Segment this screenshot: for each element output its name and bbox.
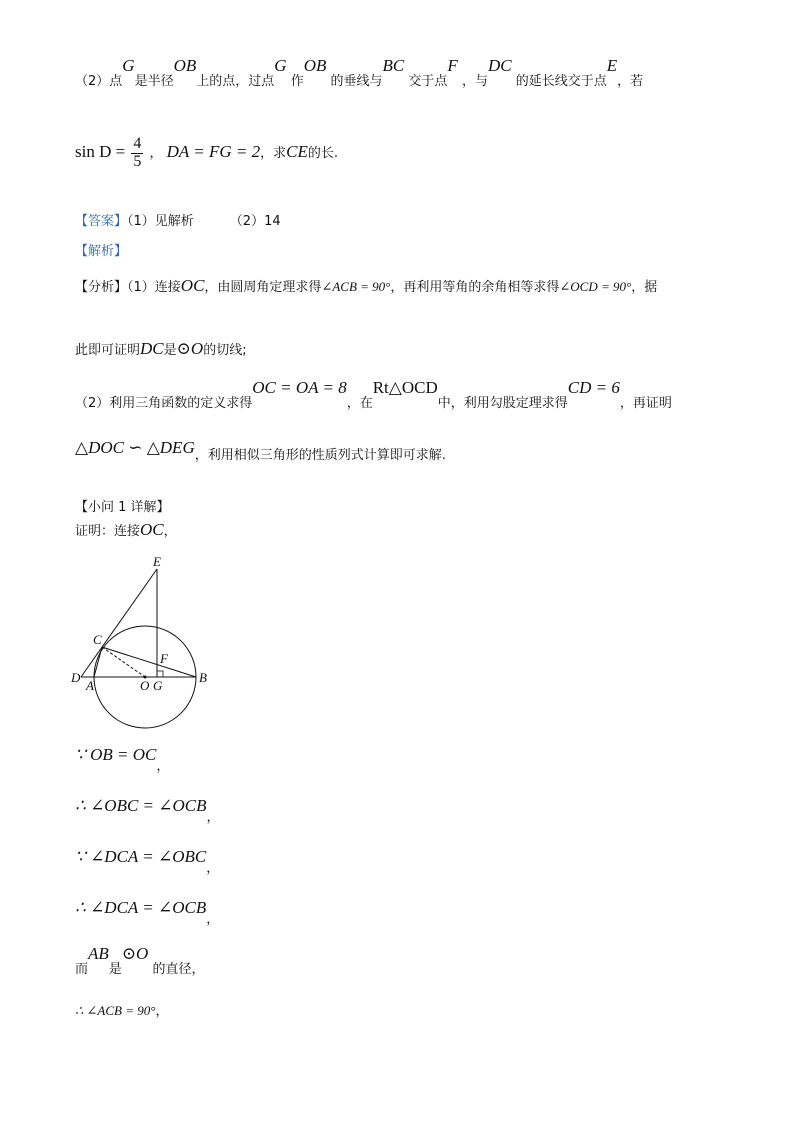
- math-G: G: [274, 56, 287, 75]
- label-F: F: [160, 651, 168, 666]
- label-C: C: [93, 632, 102, 647]
- analysis-line3: （2）利用三角函数的定义求得OC = OA = 8，在Rt△OCD中，利用勾股定理求得CD = 6，再证明: [75, 378, 672, 411]
- analysis-line2: 此即可证明DC是⊙O的切线;: [75, 339, 247, 358]
- math-F: F: [447, 56, 458, 75]
- label-G: G: [153, 678, 163, 693]
- step-3: ∵ ∠DCA = ∠OBC，: [75, 847, 220, 876]
- radius-OC: [102, 647, 145, 677]
- math-E: E: [606, 56, 618, 75]
- analysis-line1: 【分析】（1）连接OC，由圆周角定理求得∠ACB = 90°，再利用等角的余角相等求得∠OCD = 90°，据: [75, 276, 658, 295]
- label-O: O: [140, 678, 150, 693]
- sin-D: sin D =: [75, 141, 126, 161]
- math-DC: DC: [487, 56, 512, 75]
- label-E: E: [153, 555, 161, 569]
- label-B: B: [199, 670, 207, 685]
- condition-line: sin D = $\frac{4}{5}$ ， DA = FG = 2，求CE的长.: [75, 135, 338, 170]
- math-OB: OB: [173, 56, 197, 75]
- answer-tag: 【答案】: [75, 214, 128, 229]
- step-diameter: 而AB是⊙O 的直径，: [75, 944, 205, 977]
- analysis-tag: 【分析】: [75, 280, 128, 295]
- question-2-line1: （2）点G是半径OB上的点，过点G 作OB 的垂线与BC 交于点F ，与DC 的延长线交于点E，若: [75, 56, 644, 89]
- step-2: ∴ ∠OBC = ∠OCB，: [75, 796, 220, 825]
- label-D: D: [71, 670, 81, 685]
- math-BC: BC: [382, 56, 405, 75]
- math-OB: OB: [303, 56, 327, 75]
- label-A: A: [86, 678, 94, 693]
- eq-DA-FG: DA = FG = 2: [166, 141, 261, 161]
- jiexi-tag: 【解析】: [75, 244, 128, 259]
- math-G: G: [122, 56, 135, 75]
- math-CE: CE: [286, 141, 308, 161]
- step-last: ∴ ∠ACB = 90°，: [75, 1003, 169, 1019]
- chord-CB: [102, 647, 196, 677]
- step-4: ∴ ∠DCA = ∠OCB，: [75, 898, 220, 927]
- answer-line: 【答案】（1）见解析 （2）14: [75, 214, 281, 229]
- proof-line: 证明：连接OC，: [75, 520, 177, 539]
- step-1: ∵ OB = OC，: [75, 745, 170, 774]
- segment-CA: [94, 647, 102, 677]
- analysis-line4: △DOC ∽ △DEG，利用相似三角形的性质列式计算即可求解.: [75, 438, 446, 463]
- fraction: $\frac{4}{5}$: [133, 135, 142, 170]
- right-angle-mark: [157, 671, 163, 677]
- detail-tag: 【小问 1 详解】: [75, 500, 170, 515]
- geometry-figure: [65, 555, 215, 755]
